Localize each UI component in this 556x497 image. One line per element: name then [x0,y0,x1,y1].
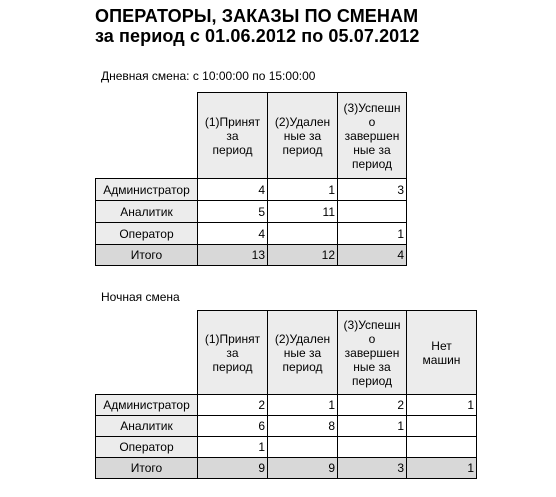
cell-value: 1 [198,437,268,458]
column-header-deleted: (2)Удален ные за период [268,311,338,395]
table-corner [96,311,198,395]
cell-value: 1 [407,395,477,416]
day-shift-header-row [96,93,407,179]
total-value: 9 [198,458,268,479]
night-shift-table [95,310,477,479]
row-label: Аналитик [96,416,198,437]
table-corner [96,93,198,179]
total-row [96,245,407,266]
table-row [96,395,477,416]
cell-value: 2 [338,395,407,416]
night-shift-header-row [96,311,477,395]
total-value: 13 [198,245,268,266]
cell-value: 3 [338,179,407,201]
table-row [96,437,477,458]
table-row [96,179,407,201]
total-label: Итого [96,245,198,266]
cell-value [407,437,477,458]
row-label: Аналитик [96,201,198,223]
cell-value [268,437,338,458]
cell-value: 11 [268,201,338,223]
report-title [95,6,420,46]
day-shift-table [95,92,407,266]
report-title-line1: ОПЕРАТОРЫ, ЗАКАЗЫ ПО СМЕНАМ [95,6,419,26]
cell-value: 6 [198,416,268,437]
cell-value: 8 [268,416,338,437]
cell-value: 1 [268,395,338,416]
cell-value: 1 [268,179,338,201]
row-label: Оператор [96,437,198,458]
total-row [96,458,477,479]
column-header-no-machines: Нет машин [407,311,477,395]
total-value: 3 [338,458,407,479]
report-title-line2: за период с 01.06.2012 по 05.07.2012 [95,26,420,46]
column-header-completed: (3)Успешн о завершен ные за период [338,311,407,395]
column-header-accepted: (1)Принят за период [198,93,268,179]
total-label: Итого [96,458,198,479]
table-row [96,416,477,437]
total-value: 1 [407,458,477,479]
column-header-deleted: (2)Удален ные за период [268,93,338,179]
cell-value: 1 [338,416,407,437]
row-label: Оператор [96,223,198,245]
column-header-completed: (3)Успешн о завершен ные за период [338,93,407,179]
column-header-accepted: (1)Принят за период [198,311,268,395]
cell-value [338,437,407,458]
table-row [96,201,407,223]
total-value: 4 [338,245,407,266]
day-shift-label: Дневная смена: с 10:00:00 по 15:00:00 [101,69,316,83]
cell-value [338,201,407,223]
cell-value: 1 [338,223,407,245]
cell-value [407,416,477,437]
total-value: 12 [268,245,338,266]
total-value: 9 [268,458,338,479]
cell-value: 5 [198,201,268,223]
row-label: Администратор [96,395,198,416]
cell-value [268,223,338,245]
cell-value: 4 [198,179,268,201]
table-row [96,223,407,245]
row-label: Администратор [96,179,198,201]
cell-value: 4 [198,223,268,245]
cell-value: 2 [198,395,268,416]
night-shift-label: Ночная смена [101,290,180,304]
